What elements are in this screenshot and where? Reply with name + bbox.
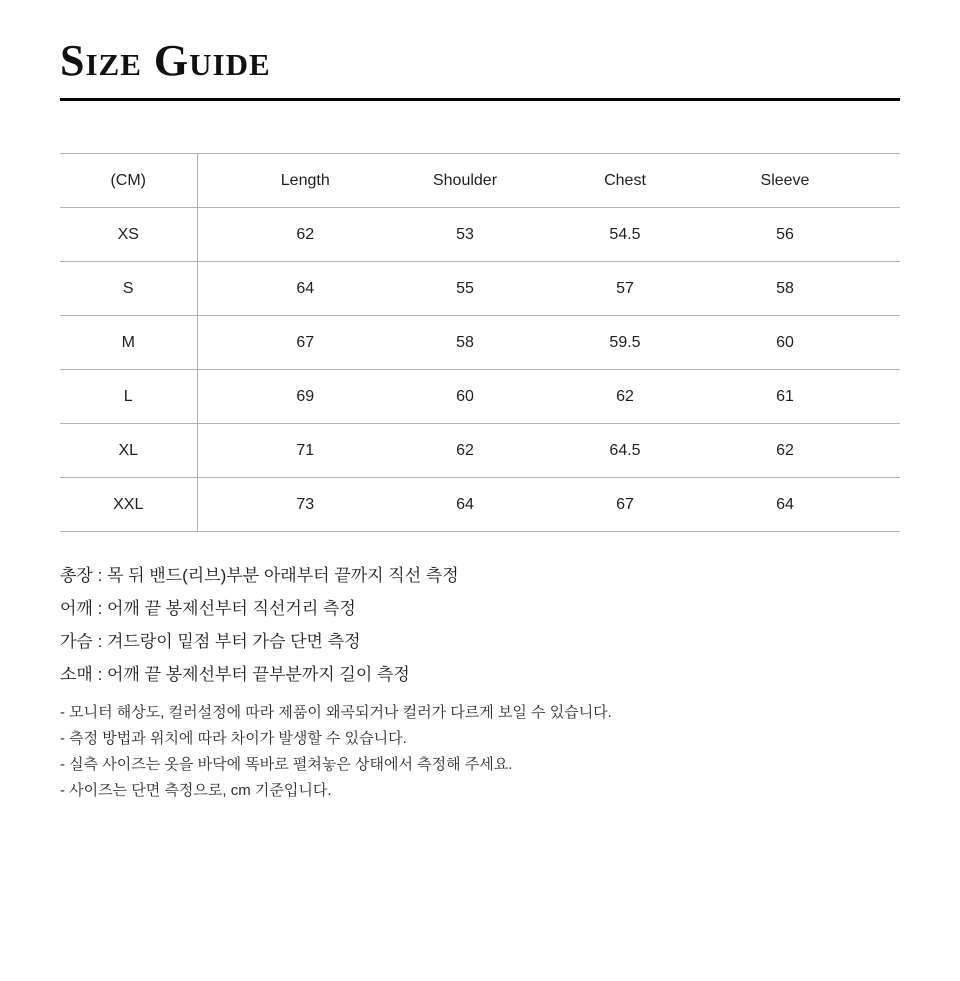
note-line: - 실측 사이즈는 옷을 바닥에 똑바로 펼쳐놓은 상태에서 측정해 주세요. <box>60 756 513 774</box>
length-value: 62 <box>197 208 385 262</box>
sleeve-value: 64 <box>705 478 900 532</box>
size-label: M <box>60 316 197 370</box>
size-label: S <box>60 262 197 316</box>
sleeve-value: 56 <box>705 208 900 262</box>
table-row-xl <box>60 424 900 478</box>
chest-value: 54.5 <box>545 208 705 262</box>
table-row-m <box>60 316 900 370</box>
size-label: XL <box>60 424 197 478</box>
chest-value: 62 <box>545 370 705 424</box>
measurement-guide <box>60 559 900 691</box>
shoulder-value: 53 <box>385 208 545 262</box>
shoulder-value: 55 <box>385 262 545 316</box>
length-value: 71 <box>197 424 385 478</box>
size-guide-section <box>0 38 960 804</box>
notes-list <box>60 700 900 804</box>
length-value: 67 <box>197 316 385 370</box>
table-row-xxl <box>60 478 900 532</box>
note-line: - 사이즈는 단면 측정으로, cm 기준입니다. <box>60 782 332 800</box>
table-row-xs <box>60 208 900 262</box>
column-header-shoulder: Shoulder <box>385 154 545 208</box>
guide-line-chest: 가슴 : 겨드랑이 밑점 부터 가슴 단면 측정 <box>60 632 361 652</box>
page-title: Size Guide <box>60 36 271 85</box>
shoulder-value: 60 <box>385 370 545 424</box>
column-header-sleeve: Sleeve <box>705 154 900 208</box>
shoulder-value: 62 <box>385 424 545 478</box>
table-header-row <box>60 154 900 208</box>
guide-line-sleeve: 소매 : 어깨 끝 봉제선부터 끝부분까지 길이 측정 <box>60 665 410 685</box>
column-header-chest: Chest <box>545 154 705 208</box>
size-label: L <box>60 370 197 424</box>
shoulder-value: 58 <box>385 316 545 370</box>
size-label: XXL <box>60 478 197 532</box>
chest-value: 64.5 <box>545 424 705 478</box>
title-divider <box>60 98 900 101</box>
sleeve-value: 62 <box>705 424 900 478</box>
guide-line-shoulder: 어깨 : 어깨 끝 봉제선부터 직선거리 측정 <box>60 599 356 619</box>
note-line: - 측정 방법과 위치에 따라 차이가 발생할 수 있습니다. <box>60 730 407 748</box>
table-row-l <box>60 370 900 424</box>
column-header-length: Length <box>197 154 385 208</box>
guide-line-length: 총장 : 목 뒤 밴드(리브)부분 아래부터 끝까지 직선 측정 <box>60 566 459 586</box>
shoulder-value: 64 <box>385 478 545 532</box>
length-value: 73 <box>197 478 385 532</box>
sleeve-value: 60 <box>705 316 900 370</box>
table-row-s <box>60 262 900 316</box>
chest-value: 67 <box>545 478 705 532</box>
size-table <box>60 153 900 532</box>
length-value: 64 <box>197 262 385 316</box>
chest-value: 59.5 <box>545 316 705 370</box>
note-line: - 모니터 해상도, 컬러설정에 따라 제품이 왜곡되거나 컬러가 다르게 보일 수 있습니다. <box>60 704 612 722</box>
length-value: 69 <box>197 370 385 424</box>
chest-value: 57 <box>545 262 705 316</box>
size-label: XS <box>60 208 197 262</box>
sleeve-value: 58 <box>705 262 900 316</box>
unit-header-cell: (CM) <box>60 154 197 208</box>
sleeve-value: 61 <box>705 370 900 424</box>
